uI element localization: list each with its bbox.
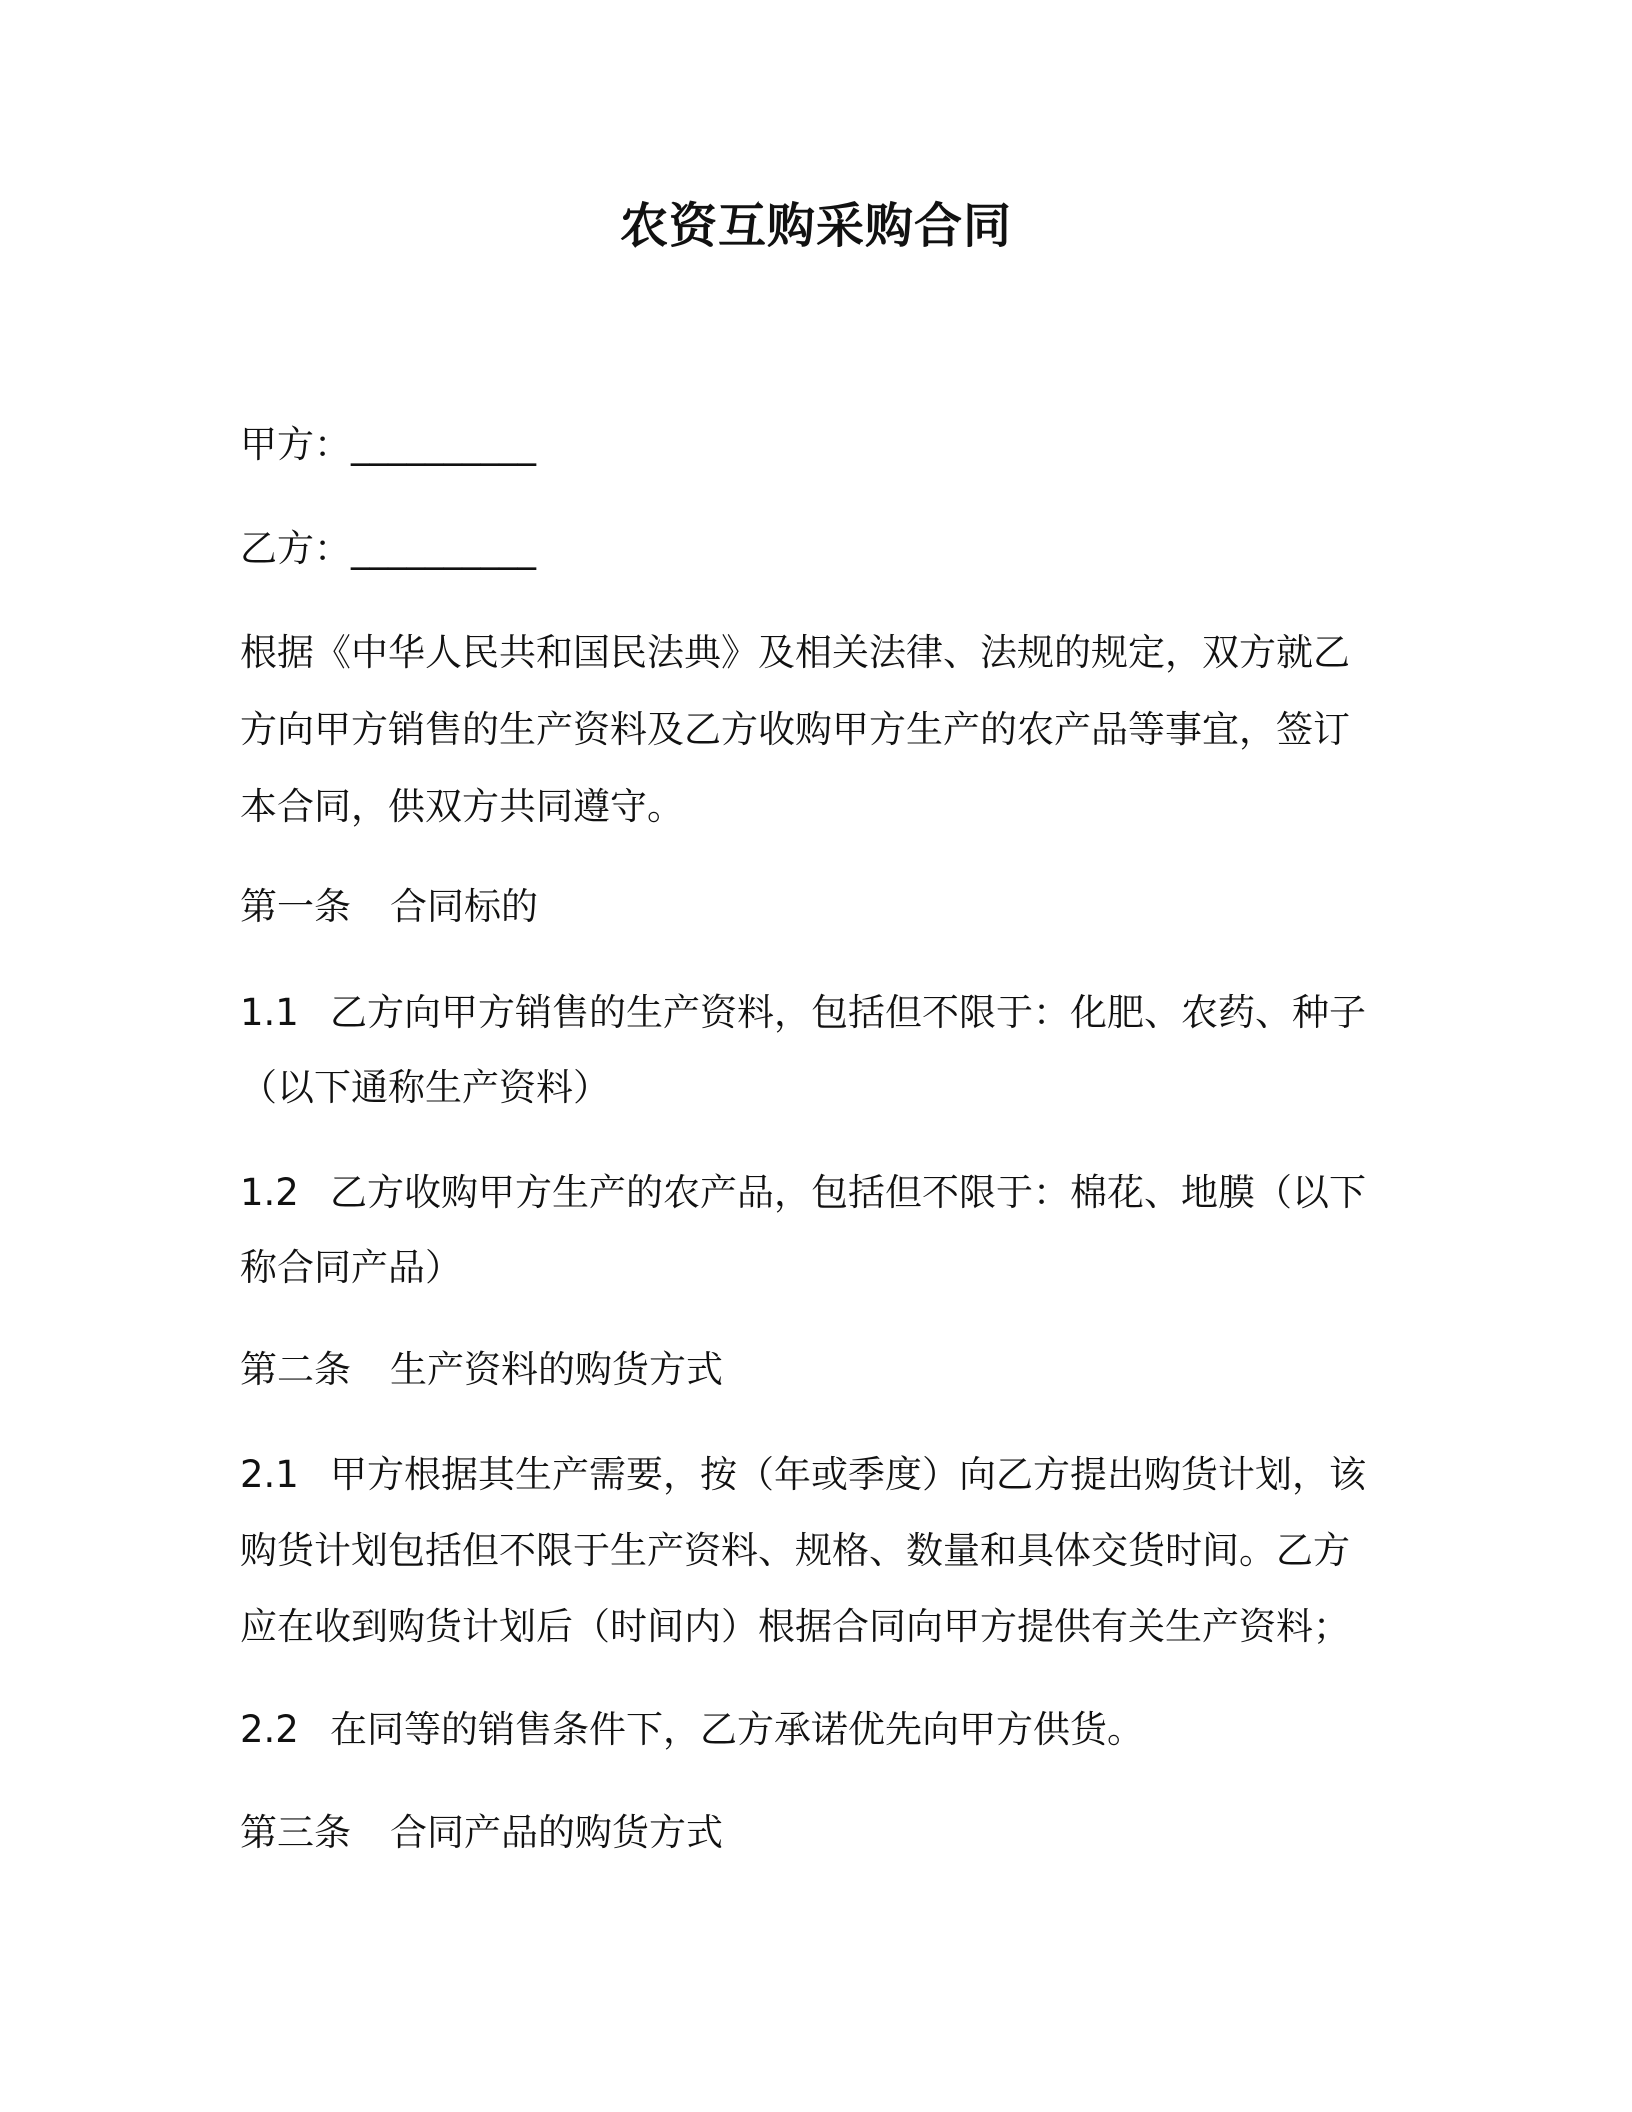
preamble-line-3: 本合同，供双方共同遵守。 (240, 785, 684, 828)
clause-1-2-line-1 (240, 1168, 1366, 1218)
article-2-title: 生产资料的购货方式 (390, 1348, 723, 1391)
clause-2-1-number: 2.1 (240, 1453, 299, 1496)
article-1-title: 合同标的 (390, 885, 538, 928)
clause-2-2-text: 在同等的销售条件下，乙方承诺优先向甲方供货。 (330, 1708, 1144, 1751)
clause-2-1-line-2: 购货计划包括但不限于生产资料、规格、数量和具体交货时间。乙方 (240, 1529, 1350, 1572)
party-b-line: 乙方：__________ (240, 527, 536, 570)
clause-2-1-line-1 (240, 1450, 1366, 1500)
clause-1-1-line-1 (240, 988, 1366, 1038)
article-2-number: 第二条 (240, 1348, 351, 1391)
clause-1-1-number: 1.1 (240, 991, 299, 1034)
article-1-number: 第一条 (240, 885, 351, 928)
clause-2-2-line-1 (240, 1705, 1144, 1755)
article-3-number: 第三条 (240, 1811, 351, 1854)
article-1-heading (240, 882, 538, 932)
clause-2-1-line-3: 应在收到购货计划后（时间内）根据合同向甲方提供有关生产资料； (240, 1605, 1350, 1648)
clause-2-1-text: 甲方根据其生产需要，按（年或季度）向乙方提出购货计划，该 (330, 1453, 1366, 1496)
clause-1-2-text: 乙方收购甲方生产的农产品，包括但不限于：棉花、地膜（以下 (330, 1171, 1366, 1214)
article-3-title: 合同产品的购货方式 (390, 1811, 723, 1854)
party-a-line: 甲方：__________ (240, 423, 536, 466)
article-2-heading (240, 1345, 723, 1395)
clause-1-1-line-2: （以下通称生产资料） (240, 1066, 610, 1109)
article-3-heading (240, 1808, 723, 1858)
document-title: 农资互购采购合同 (619, 198, 1012, 254)
preamble-line-2: 方向甲方销售的生产资料及乙方收购甲方生产的农产品等事宜，签订 (240, 708, 1350, 751)
clause-1-2-number: 1.2 (240, 1171, 299, 1214)
clause-2-2-number: 2.2 (240, 1708, 299, 1751)
clause-1-2-line-2: 称合同产品） (240, 1246, 462, 1289)
preamble-line-1: 根据《中华人民共和国民法典》及相关法律、法规的规定，双方就乙 (240, 631, 1350, 674)
clause-1-1-text: 乙方向甲方销售的生产资料，包括但不限于：化肥、农药、种子 (330, 991, 1366, 1034)
